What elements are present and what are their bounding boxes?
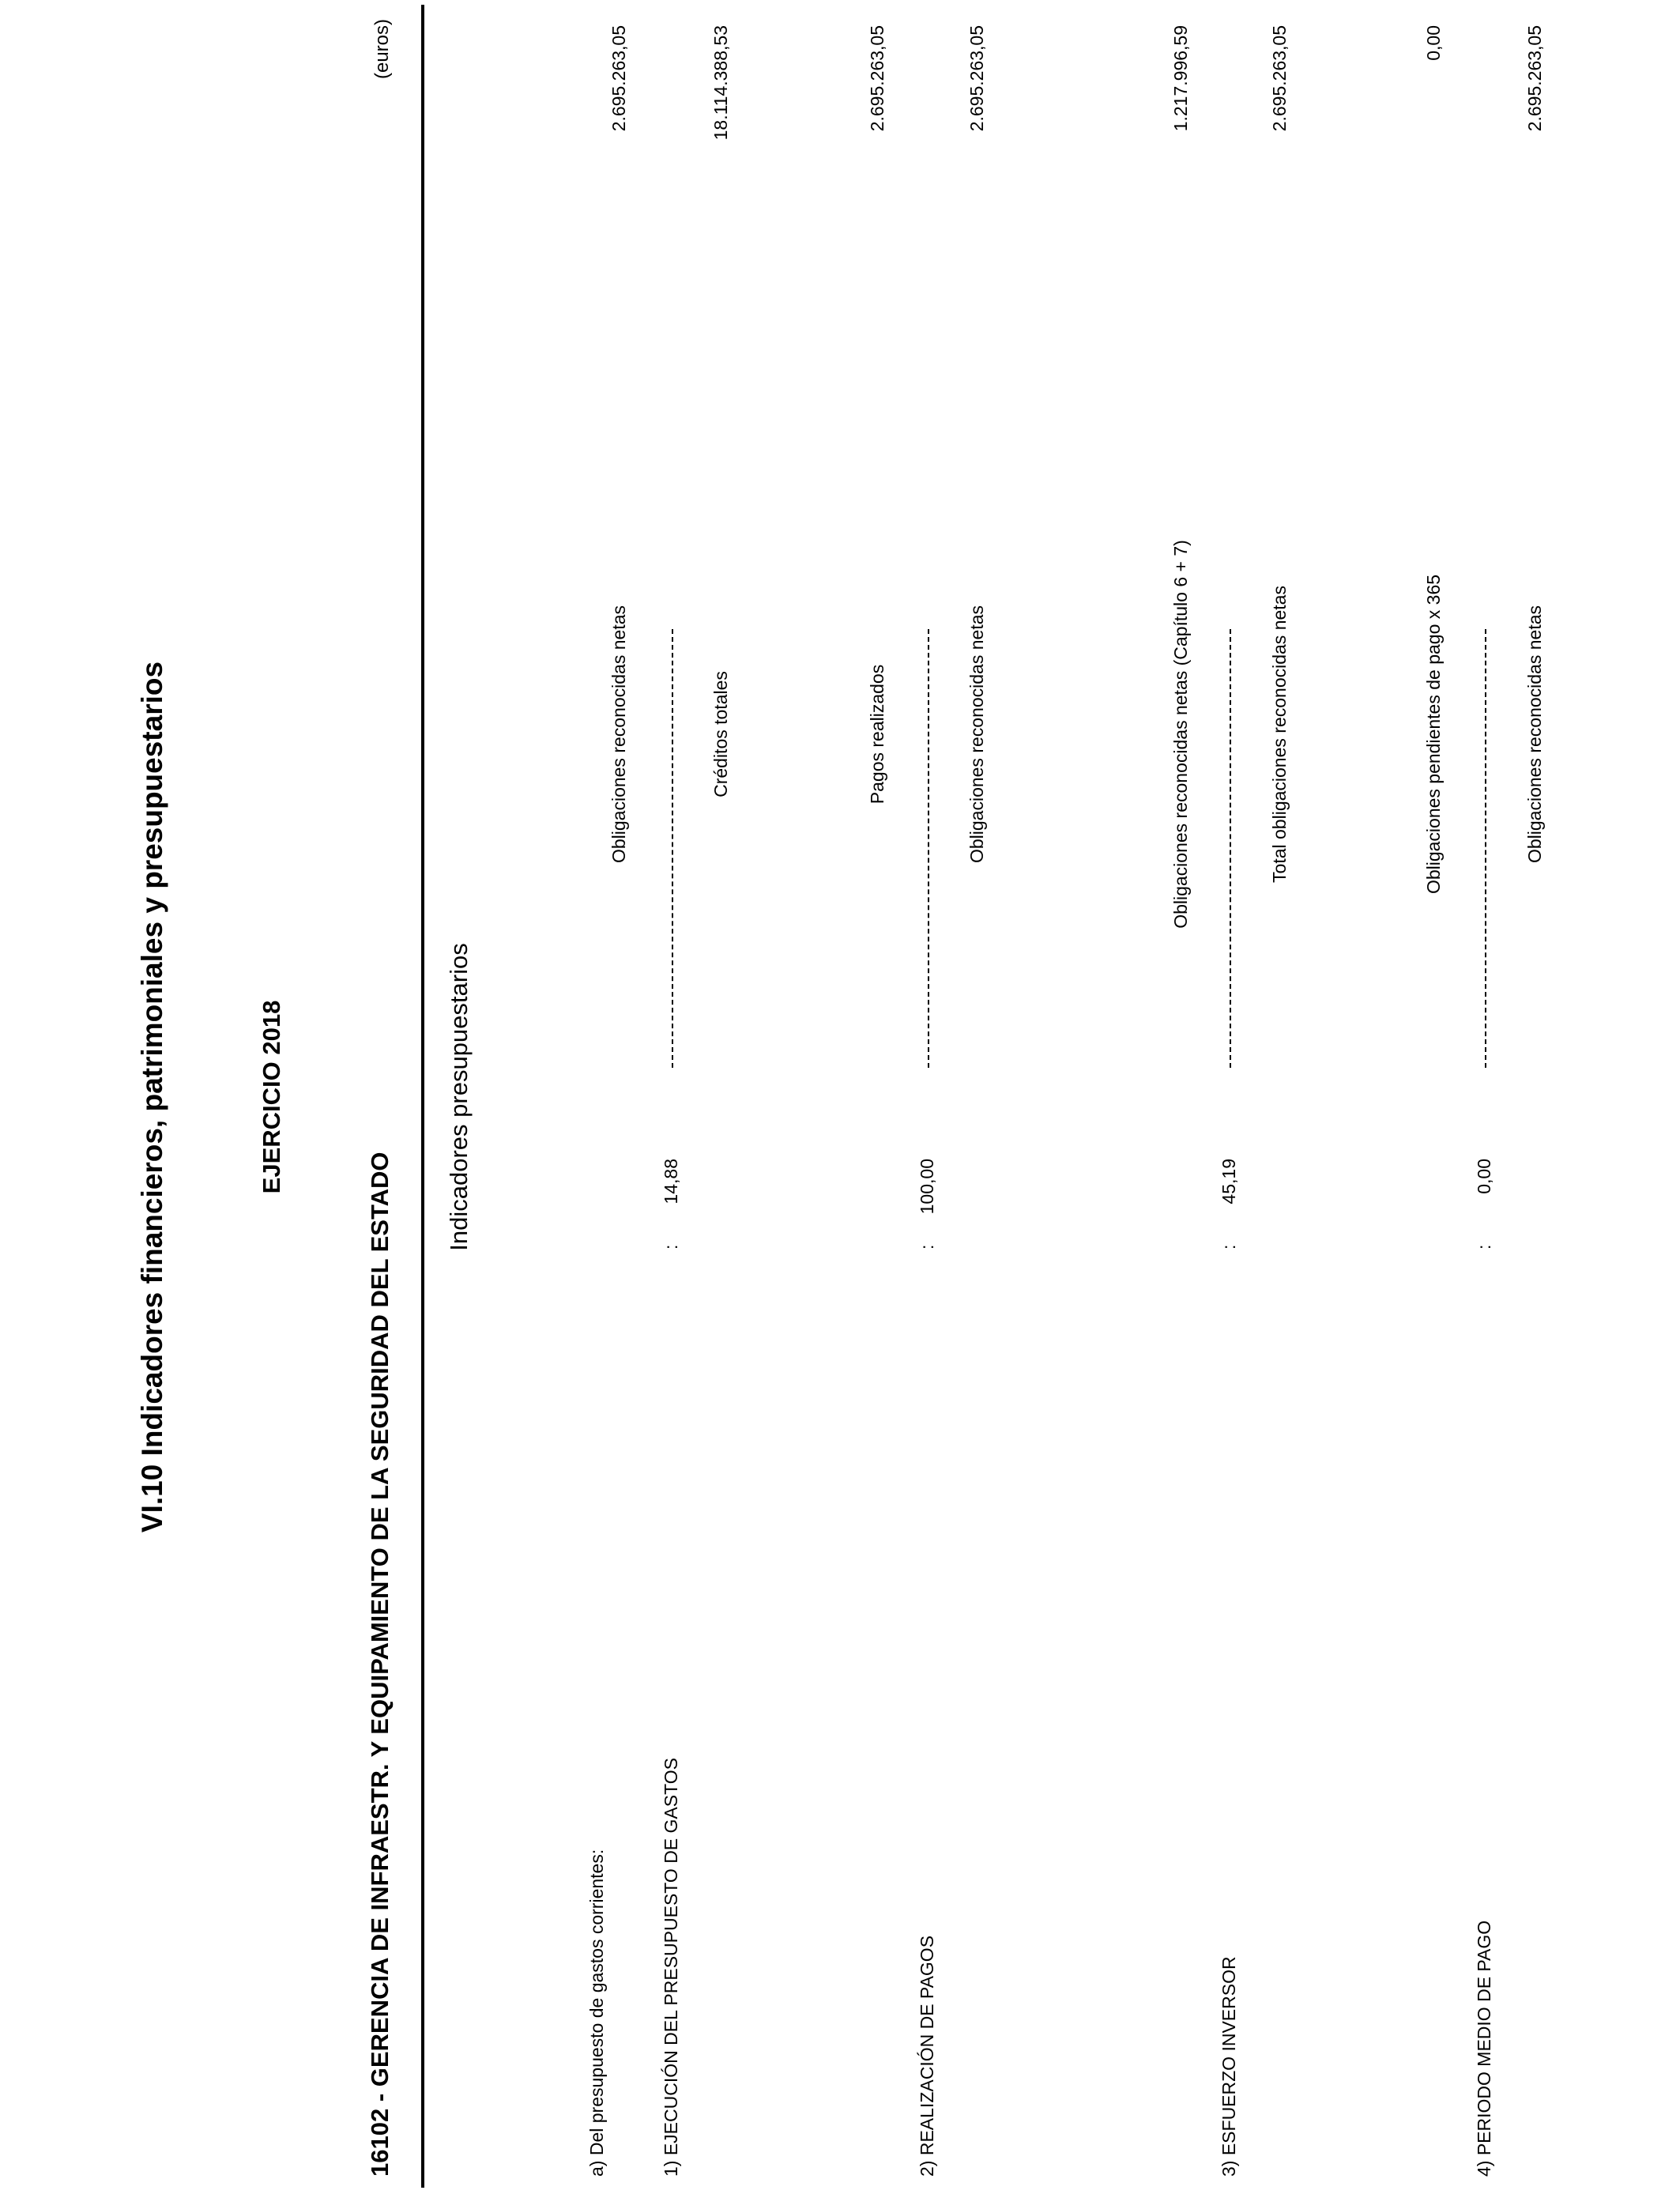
indicator-3-name: 3) ESFUERZO INVERSOR (1219, 1956, 1239, 2177)
indicator-2-separator: : (917, 1244, 937, 1250)
indicator-2-numerator-label: Pagos realizados (867, 664, 887, 805)
indicator-1-fraction-line (672, 629, 673, 1068)
report-title: VI.10 Indicadores financieros, patrimoniales y presupuestarios (136, 661, 168, 1533)
indicator-3-fraction-line (1230, 629, 1231, 1068)
indicator-4-denominator-label: Obligaciones reconocidas netas (1524, 605, 1545, 864)
indicator-1-separator: : (661, 1244, 681, 1250)
indicator-1-result: 14,88 (661, 1159, 681, 1204)
indicator-4-numerator-label: Obligaciones pendientes de pago x 365 (1423, 574, 1444, 895)
indicator-4-numerator-value: 0,00 (1423, 25, 1444, 61)
indicator-1-numerator-value: 2.695.263,05 (608, 25, 629, 132)
indicator-3-denominator-label: Total obligaciones reconocidas netas (1269, 586, 1290, 883)
indicator-2-fraction-line (928, 629, 929, 1068)
currency-label: (euros) (371, 18, 393, 79)
indicator-4-result: 0,00 (1474, 1159, 1494, 1194)
entity-name: 16102 - GERENCIA DE INFRAESTR. Y EQUIPAMIENTO DE LA SEGURIDAD DEL ESTADO (366, 1152, 394, 2177)
indicator-1-numerator-label: Obligaciones reconocidas netas (608, 605, 629, 864)
group-label: a) Del presupuesto de gastos corrientes: (586, 1849, 607, 2177)
indicator-2-numerator-value: 2.695.263,05 (867, 25, 887, 132)
indicator-1-denominator-label: Créditos totales (710, 671, 731, 797)
indicator-2-denominator-value: 2.695.263,05 (966, 25, 987, 132)
indicator-2-name: 2) REALIZACIÓN DE PAGOS (917, 1935, 937, 2177)
indicator-1-name: 1) EJECUCIÓN DEL PRESUPUESTO DE GASTOS (661, 1758, 681, 2177)
indicator-4-denominator-value: 2.695.263,05 (1524, 25, 1545, 132)
indicator-4-separator: : (1474, 1244, 1494, 1250)
header-divider (421, 5, 424, 2188)
indicator-1-denominator-value: 18.114.388,53 (710, 25, 731, 141)
indicator-3-result: 45,19 (1219, 1159, 1239, 1204)
indicator-3-separator: : (1219, 1244, 1239, 1250)
indicator-3-numerator-value: 1.217.996,59 (1170, 25, 1191, 132)
indicator-2-denominator-label: Obligaciones reconocidas netas (966, 605, 987, 864)
indicator-3-denominator-value: 2.695.263,05 (1269, 25, 1290, 132)
section-title: Indicadores presupuestarios (445, 943, 473, 1251)
exercise-year: EJERCICIO 2018 (258, 1000, 285, 1194)
indicator-4-name: 4) PERIODO MEDIO DE PAGO (1474, 1920, 1494, 2177)
indicator-4-fraction-line (1485, 629, 1486, 1068)
indicator-2-result: 100,00 (917, 1159, 937, 1215)
indicator-3-numerator-label: Obligaciones reconocidas netas (Capítulo 6 + 7) (1170, 540, 1191, 929)
